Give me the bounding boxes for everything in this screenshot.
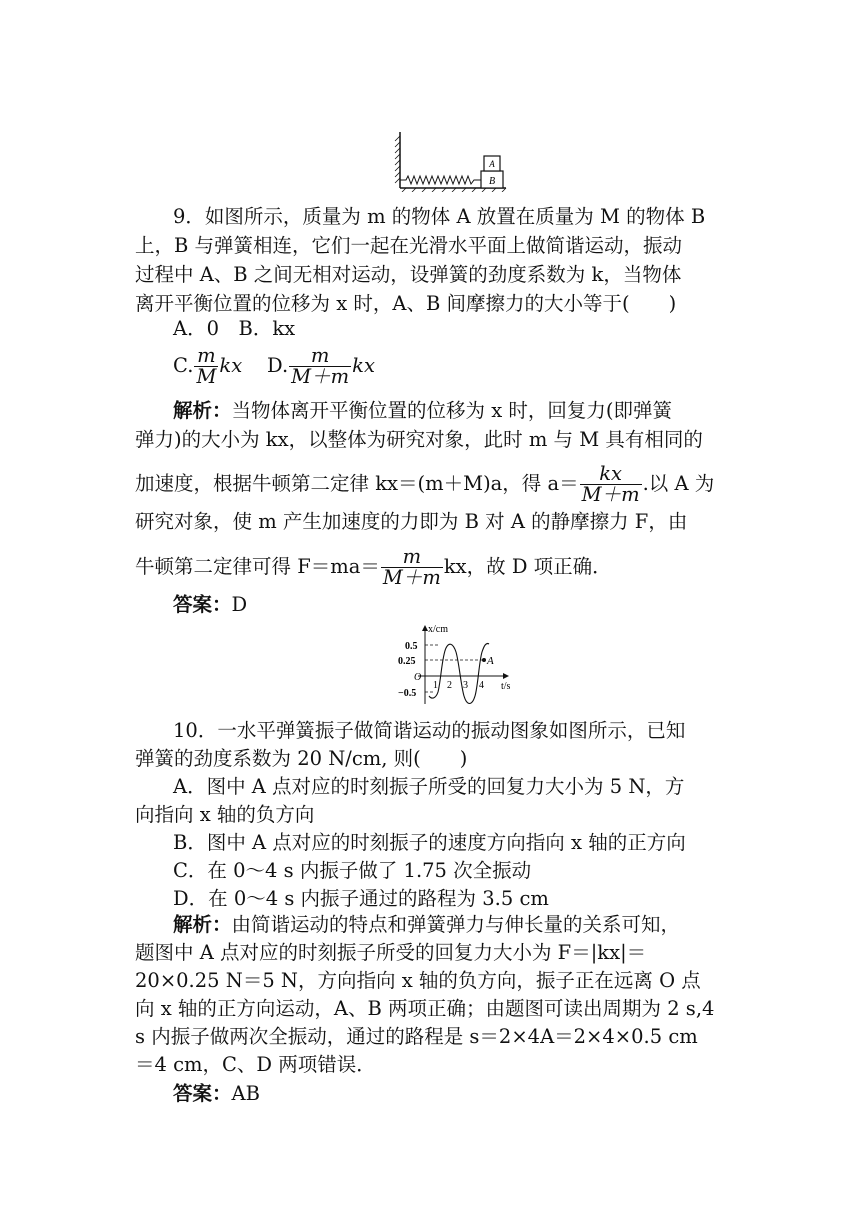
q10-analysis-line-3: 20×0.25 N＝5 N，方向指向 x 轴的负方向，振子正在远离 O 点 [135, 969, 701, 992]
q9-answer: 答案：D [173, 593, 248, 616]
q9-line-1: 9．如图所示，质量为 m 的物体 A 放置在质量为 M 的物体 B [173, 205, 706, 228]
q10-analysis-line-6: ＝4 cm，C、D 两项错误． [135, 1053, 376, 1076]
q10-line-2: 弹簧的劲度系数为 20 N/cm, 则( ) [135, 747, 468, 770]
y-axis-label: x/cm [428, 624, 448, 635]
vibration-graph [358, 616, 520, 708]
block-a-label: A [489, 159, 495, 169]
option-d-fraction: $\frac{m}{M+m}$ [291, 344, 350, 388]
q10-analysis-line-4: 向 x 轴的正方向运动，A、B 两项正确；由题图可读出周期为 2 s,4 [135, 997, 715, 1020]
q10-option-a-2: 向指向 x 轴的负方向 [135, 803, 315, 826]
q10-option-c: C．在 0～4 s 内振子做了 1.75 次全振动 [173, 859, 532, 882]
option-c-fraction: $\frac{m}{M}$ [196, 344, 217, 388]
q9-analysis-line-2: 弹力)的大小为 kx，以整体为研究对象，此时 m 与 M 具有相同的 [135, 428, 703, 451]
x-tick-2: 2 [447, 680, 452, 691]
spring [400, 176, 481, 184]
x-axis-label: t/s [501, 681, 511, 692]
q9-options-cd: C. $\frac{m}{M}$ kx D. $\frac{m}{M+m}$ kx [173, 344, 375, 388]
point-a [482, 658, 486, 662]
q10-analysis-line-5: s 内振子做两次全振动，通过的路程是 s＝2×4A＝2×4×0.5 cm [135, 1025, 698, 1048]
q9-line-2: 上，B 与弹簧相连，它们一起在光滑水平面上做简谐运动，振动 [135, 234, 683, 257]
q10-answer: 答案：AB [173, 1082, 260, 1105]
q9-analysis-line-5: 牛顿第二定律可得 F＝ma＝ $\frac{m}{M+m}$ kx，故 D 项正确． [135, 545, 612, 589]
q9-line-4: 离开平衡位置的位移为 x 时，A、B 间摩擦力的大小等于( ) [135, 292, 677, 315]
y-tick-0.5: 0.5 [405, 641, 418, 652]
q9-analysis-line-1: 解析：当物体离开平衡位置的位移为 x 时，回复力(即弹簧 [173, 399, 673, 422]
q9-analysis-line-3: 加速度，根据牛顿第二定律 kx＝(m＋M)a，得 a＝ $\frac{kx}{M+m}$ .以 A 为 [135, 462, 715, 506]
acceleration-fraction: $\frac{kx}{M+m}$ [581, 462, 640, 506]
x-tick-3: 3 [463, 680, 468, 691]
q10-analysis-line-1: 解析：由简谐运动的特点和弹簧弹力与伸长量的关系可知， [173, 913, 681, 936]
q10-option-a-1: A．图中 A 点对应的时刻振子所受的回复力大小为 5 N，方 [173, 775, 685, 798]
y-tick-0.25: 0.25 [398, 656, 416, 667]
q10-analysis-line-2: 题图中 A 点对应的时刻振子所受的回复力大小为 F＝|kx|＝ [135, 941, 647, 964]
q10-line-1: 10．一水平弹簧振子做简谐运动的振动图象如图所示，已知 [173, 719, 686, 742]
y-tick-minus-0.5: −0.5 [398, 688, 417, 699]
x-tick-4: 4 [479, 680, 484, 691]
answer-label: 答案： [173, 593, 232, 616]
q10-option-b: B．图中 A 点对应的时刻振子的速度方向指向 x 轴的正方向 [173, 831, 686, 854]
q9-line-3: 过程中 A、B 之间无相对运动，设弹簧的劲度系数为 k，当物体 [135, 263, 682, 286]
vibration-curve [429, 643, 489, 703]
friction-fraction: $\frac{m}{M+m}$ [382, 545, 441, 589]
point-a-label: A [487, 655, 494, 667]
spring-block-figure [392, 128, 510, 192]
analysis-label: 解析： [173, 913, 232, 936]
analysis-label: 解析： [173, 399, 232, 422]
x-tick-1: 1 [433, 680, 438, 691]
answer-label: 答案： [173, 1082, 232, 1105]
block-b-label: B [488, 176, 496, 187]
q10-option-d: D．在 0～4 s 内振子通过的路程为 3.5 cm [173, 887, 549, 910]
q9-options-ab: A．0 B．kx [173, 317, 296, 340]
origin-label: O [414, 672, 422, 683]
q9-analysis-line-4: 研究对象，使 m 产生加速度的力即为 B 对 A 的静摩擦力 F，由 [135, 510, 688, 533]
